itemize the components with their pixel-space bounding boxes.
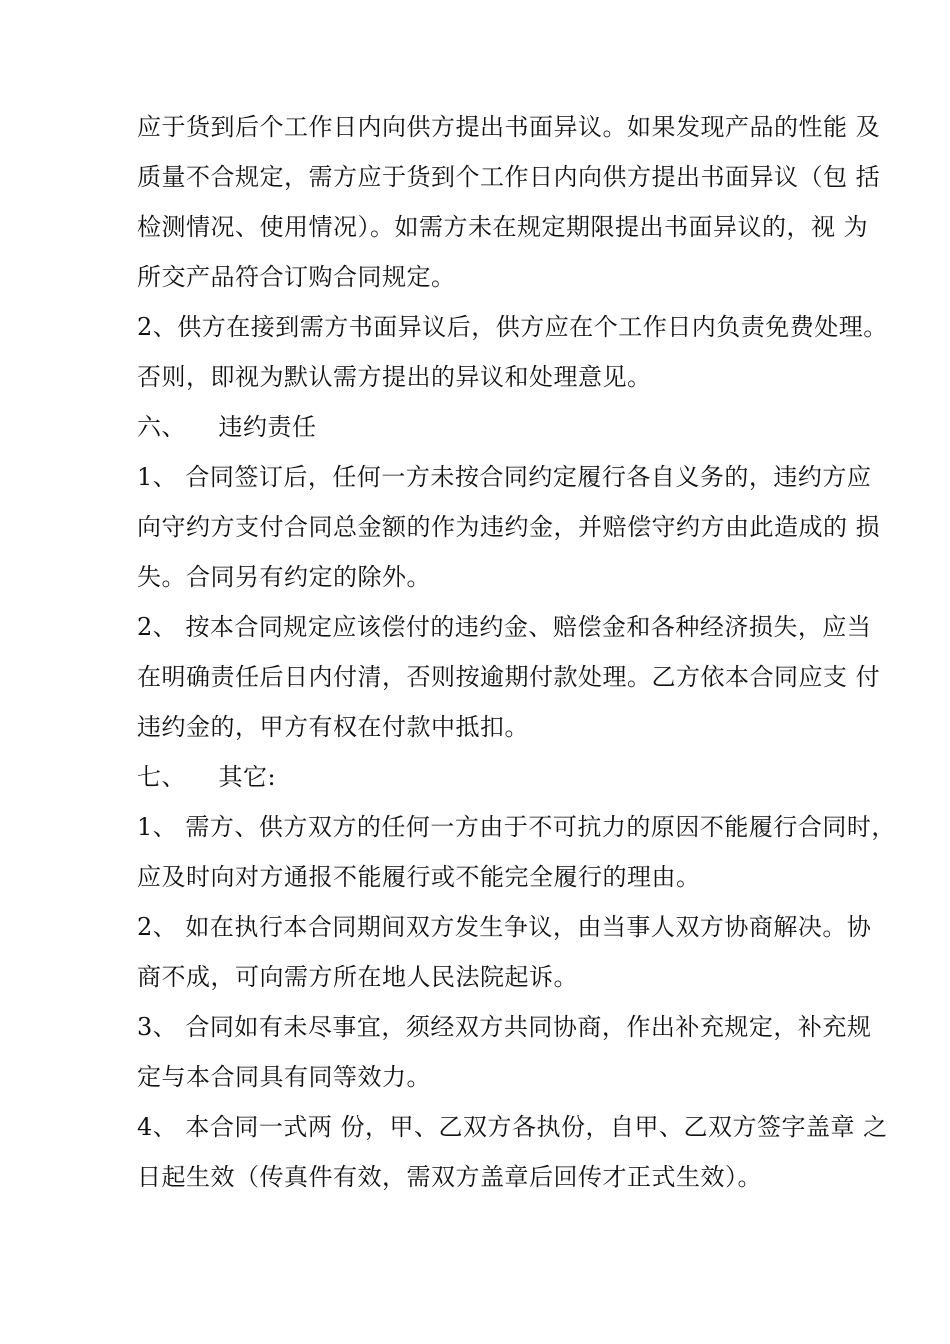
text-line: 违约金的，甲方有权在付款中抵扣。	[137, 713, 529, 741]
text-line: 向守约方支付合同总金额的作为违约金，并赔偿守约方由此造成的 损	[137, 513, 881, 541]
text-line: 在明确责任后日内付清，否则按逾期付款处理。乙方依本合同应支 付	[137, 663, 881, 691]
text-line: 应及时向对方通报不能履行或不能完全履行的理由。	[137, 863, 701, 891]
text-line: 2、 如在执行本合同期间双方发生争议，由当事人双方协商解决。协	[137, 913, 872, 941]
section-heading: 六、 违约责任	[137, 413, 317, 441]
text-line: 失。合同另有约定的除外。	[137, 563, 431, 591]
text-line: 日起生效（传真件有效，需双方盖章后回传才正式生效）。	[137, 1163, 762, 1191]
text-line: 1、 需方、供方双方的任何一方由于不可抗力的原因不能履行合同时，	[137, 813, 896, 841]
text-line: 4、 本合同一式两 份，甲、乙双方各执份，自甲、乙双方签字盖章 之	[137, 1113, 888, 1141]
text-line: 2、供方在接到需方书面异议后，供方应在个工作日内负责免费处理。	[137, 313, 888, 341]
text-line: 否则，即视为默认需方提出的异议和处理意见。	[137, 363, 652, 391]
text-line: 3、 合同如有未尽事宜，须经双方共同协商，作出补充规定，补充规	[137, 1013, 872, 1041]
text-line: 应于货到后个工作日内向供方提出书面异议。如果发现产品的性能 及	[137, 113, 881, 141]
text-line: 1、 合同签订后，任何一方未按合同约定履行各自义务的，违约方应	[137, 463, 872, 491]
text-line: 所交产品符合订购合同规定。	[137, 263, 456, 291]
section-heading: 七、 其它:	[137, 763, 277, 791]
text-line: 质量不合规定，需方应于货到个工作日内向供方提出书面异议（包 括	[137, 163, 881, 191]
text-line: 2、 按本合同规定应该偿付的违约金、赔偿金和各种经济损失，应当	[137, 613, 872, 641]
text-line: 检测情况、使用情况）。如需方未在规定期限提出书面异议的，视 为	[137, 213, 869, 241]
text-line: 商不成，可向需方所在地人民法院起诉。	[137, 963, 578, 991]
text-line: 定与本合同具有同等效力。	[137, 1063, 431, 1091]
